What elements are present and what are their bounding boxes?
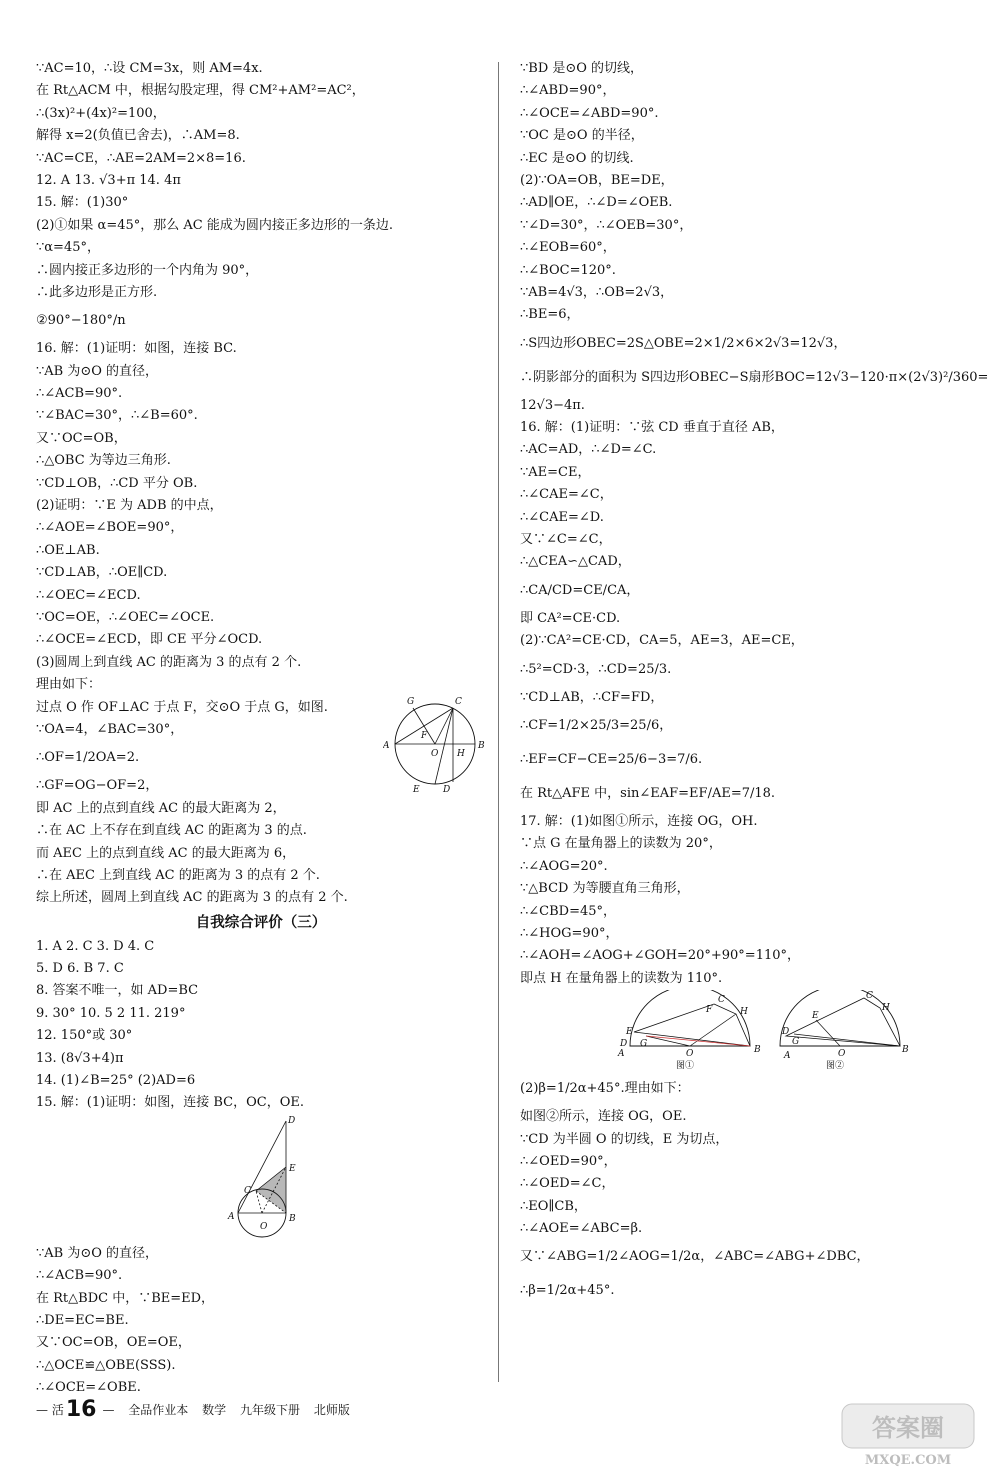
text-line: 又∵OC=OB，OE=OE， <box>36 1335 191 1351</box>
text-line: 又∵∠ABG=1/2∠AOG=1/2α，∠ABC=∠ABG+∠DBC， <box>520 1249 870 1265</box>
fig3-label: C <box>244 1185 251 1196</box>
text-line: 9. 30° 10. 5 2 11. 219° <box>36 1005 186 1021</box>
text-line: 17. 解：(1)如图①所示，连接 OG，OH. <box>520 813 758 829</box>
text-line: ∴∠AOG=20°. <box>520 858 608 874</box>
text-line: ∵CD⊥AB，∴OE∥CD. <box>36 565 168 581</box>
page-prefix: 活 <box>51 1403 64 1417</box>
fig2-label: H <box>457 749 465 759</box>
fig4-label: C <box>718 995 725 1006</box>
text-line: 12√3−4π. <box>520 397 585 413</box>
fig2-label: O <box>431 749 439 759</box>
text-line: ∴∠EOB=60°， <box>520 240 616 256</box>
watermark-logo <box>838 1400 978 1470</box>
fig2-label: B <box>478 741 485 751</box>
fig4-label: A <box>618 1049 625 1060</box>
text-line: ∴∠OED=90°， <box>520 1153 617 1169</box>
text-line: ∴BE=6， <box>520 307 580 323</box>
fig4-label: E <box>812 1011 819 1022</box>
text-line: 15. 解：(1)30° <box>36 195 129 211</box>
text-line: ∴∠CAE=∠D. <box>520 509 604 525</box>
text-line: ∴∠CBD=45°， <box>520 903 617 919</box>
text-line: ②90°−180°/n <box>36 313 126 329</box>
text-line: ∴S四边形OBEC=2S△OBE=2×1/2×6×2√3=12√3， <box>520 335 847 351</box>
text-line: ∵AB=4√3，∴OB=2√3， <box>520 284 674 300</box>
text-line: 综上所述，圆周上到直线 AC 的距离为 3 的点有 2 个. <box>36 890 348 906</box>
text-line: ∴∠BOC=120°. <box>520 262 616 278</box>
text-line: ∴∠AOH=∠AOG+∠GOH=20°+90°=110°， <box>520 948 801 964</box>
text-line: 5. D 6. B 7. C <box>36 961 124 977</box>
text-line: ∵CD⊥OB，∴CD 平分 OB. <box>36 475 198 491</box>
text-line: 1. A 2. C 3. D 4. C <box>36 938 155 954</box>
text-line: ∵AE=CE， <box>520 464 591 480</box>
text-line: 理由如下： <box>36 677 102 693</box>
fig2-label: D <box>443 785 451 794</box>
fig3-label: A <box>228 1211 235 1222</box>
fig2-label: G <box>407 697 415 707</box>
text-line: 在 Rt△BDC 中，∵BE=ED， <box>36 1290 215 1306</box>
fig4-label: D <box>782 1027 790 1038</box>
text-line: ∴∠OED=∠C， <box>520 1176 615 1192</box>
figure-protractor <box>520 990 975 1072</box>
text-line: 过点 O 作 OF⊥AC 于点 F，交⊙O 于点 G，如图. <box>36 699 328 715</box>
text-line: 16. 解：(1)证明：如图，连接 BC. <box>36 341 237 357</box>
text-line: 又∵OC=OB， <box>36 430 127 446</box>
section-heading: 自我综合评价（三） <box>195 914 327 931</box>
figure-circle-ac <box>383 694 493 794</box>
edition: 北师版 <box>313 1403 350 1417</box>
text-line: ∴OF=1/2OA=2. <box>36 750 140 766</box>
text-line: 即 CA²=CE·CD. <box>520 610 621 626</box>
grade: 九年级下册 <box>239 1403 300 1417</box>
text-line: ∴β=1/2α+45°. <box>520 1283 615 1299</box>
text-line: ∵OC 是⊙O 的半径， <box>520 128 644 144</box>
text-line: ∴∠OCE=∠ABD=90°. <box>520 105 659 121</box>
fig4-label: B <box>754 1045 761 1056</box>
fig2-label: C <box>455 697 462 707</box>
fig4-label: 图② <box>826 1061 845 1072</box>
text-line: ∴EF=CF−CE=25/6−3=7/6. <box>520 751 703 767</box>
text-line: ∵AB 为⊙O 的直径， <box>36 363 159 379</box>
text-line: ∴此多边形是正方形. <box>36 284 158 300</box>
text-line: ∴在 AEC 上到直线 AC 的距离为 3 的点有 2 个. <box>36 867 320 883</box>
column-divider <box>498 62 499 1382</box>
text-line: ∴5²=CD·3，∴CD=25/3. <box>520 661 672 677</box>
fig4-label: D <box>620 1039 628 1050</box>
text-line: ∵CD 为半圆 O 的切线，E 为切点， <box>520 1131 729 1147</box>
text-line: ∴∠OEC=∠ECD. <box>36 587 141 603</box>
text-line: 在 Rt△ACM 中，根据勾股定理，得 CM²+AM²=AC²， <box>36 83 365 99</box>
watermark-text: 答案圈 <box>872 1413 944 1442</box>
text-line: (2)①如果 α=45°，那么 AC 能成为圆内接正多边形的一条边. <box>36 217 393 233</box>
fig4-label: C <box>866 991 873 1002</box>
text-line: ∴∠AOE=∠BOE=90°， <box>36 520 184 536</box>
book-name: 全品作业本 <box>128 1403 189 1417</box>
text-line: ∴(3x)²+(4x)²=100， <box>36 105 166 121</box>
text-line: ∵BD 是⊙O 的切线， <box>520 61 644 76</box>
text-line: 即 AC 上的点到直线 AC 的最大距离为 2， <box>36 800 286 816</box>
text-line: 15. 解：(1)证明：如图，连接 BC，OC，OE. <box>36 1095 304 1111</box>
text-line: ∴△OBC 为等边三角形. <box>36 453 171 469</box>
figure-tangent-circle <box>36 1115 486 1243</box>
text-line: (2)β=1/2α+45°.理由如下： <box>520 1081 690 1097</box>
text-line: ∵OA=4，∠BAC=30°， <box>36 721 184 737</box>
text-line: (3)圆周上到直线 AC 的距离为 3 的点有 2 个. <box>36 654 302 670</box>
fig4-label: O <box>838 1049 846 1060</box>
text-line: (2)∵CA²=CE·CD，CA=5，AE=3，AE=CE， <box>520 633 804 649</box>
fig3-label: E <box>289 1163 296 1174</box>
text-line: 在 Rt△AFE 中，sin∠EAF=EF/AE=7/18. <box>520 785 776 801</box>
text-line: ∴△OCE≌△OBE(SSS). <box>36 1357 176 1373</box>
text-line: ∴DE=EC=BE. <box>36 1312 129 1328</box>
text-line: 又∵∠C=∠C， <box>520 532 612 548</box>
fig4-label: H <box>740 1007 748 1018</box>
text-line: ∴OE⊥AB. <box>36 542 100 558</box>
text-line: 8. 答案不唯一，如 AD=BC <box>36 983 199 999</box>
text-line: ∵△BCD 为等腰直角三角形， <box>520 881 690 897</box>
text-line: 14. (1)∠B=25° (2)AD=6 <box>36 1073 196 1089</box>
fig2-label: F <box>421 731 428 741</box>
text-line: ∵AC=10，∴设 CM=3x，则 AM=4x. <box>36 61 263 76</box>
fig4-label: O <box>686 1049 694 1060</box>
fig3-label: D <box>288 1115 296 1126</box>
text-line: ∵∠BAC=30°，∴∠B=60°. <box>36 408 198 424</box>
text-line: ∵OC=OE，∴∠OEC=∠OCE. <box>36 609 215 625</box>
text-line: ∴∠ACB=90°. <box>36 1268 123 1284</box>
text-line: (2)证明：∵E 为 ADB 的中点， <box>36 498 223 514</box>
page-number: 16 <box>65 1397 97 1422</box>
text-line: 如图②所示，连接 OG，OE. <box>520 1109 687 1125</box>
fig4-label: A <box>784 1051 791 1062</box>
text-line: ∴阴影部分的面积为 S四边形OBEC−S扇形BOC=12√3−120·π×(2√3)²/360= <box>520 369 989 385</box>
text-line: ∴△CEA∽△CAD， <box>520 554 631 570</box>
fig2-label: E <box>413 785 420 794</box>
text-line: 12. A 13. √3+π 14. 4π <box>36 172 181 188</box>
text-line: ∴AD∥OE，∴∠D=∠OEB. <box>520 195 673 211</box>
text-line: ∵CD⊥AB，∴CF=FD， <box>520 689 664 705</box>
subject: 数学 <box>202 1403 227 1417</box>
text-line: 16. 解：(1)证明：∵弦 CD 垂直于直径 AB， <box>520 420 784 436</box>
text-line: ∴∠ACB=90°. <box>36 386 123 402</box>
text-line: ∵∠D=30°，∴∠OEB=30°， <box>520 217 693 233</box>
text-line: ∵点 G 在量角器上的读数为 20°， <box>520 836 722 852</box>
text-line: ∴EO∥CB， <box>520 1198 587 1214</box>
text-line: ∴∠AOE=∠ABC=β. <box>520 1221 643 1237</box>
text-line: ∴CF=1/2×25/3=25/6， <box>520 717 673 733</box>
text-line: 12. 150°或 30° <box>36 1028 133 1044</box>
text-line: ∴∠HOG=90°， <box>520 925 619 941</box>
text-line: ∴AC=AD，∴∠D=∠C. <box>520 442 657 458</box>
fig4-label: G <box>640 1039 648 1050</box>
right-column <box>520 58 989 1308</box>
fig4-label: E <box>626 1027 633 1038</box>
text-line: ∴∠OCE=∠ECD，即 CE 平分∠OCD. <box>36 632 263 648</box>
text-line: ∴CA/CD=CE/CA， <box>520 582 640 598</box>
fig3-label: O <box>260 1221 268 1232</box>
text-line: 13. (8√3+4)π <box>36 1050 124 1066</box>
text-line: 解得 x=2(负值已舍去)，∴AM=8. <box>36 128 240 144</box>
fig4-label: 图① <box>676 1061 695 1072</box>
text-line: ∴圆内接正多边形的一个内角为 90°， <box>36 262 259 278</box>
text-line: ∵AB 为⊙O 的直径， <box>36 1245 159 1261</box>
text-line: ∵α=45°， <box>36 240 100 256</box>
page-footer: — 活16 — 全品作业本 数学 九年级下册 北师版 <box>36 1397 350 1422</box>
watermark-site: MXQE.COM <box>864 1453 952 1468</box>
text-line: ∴EC 是⊙O 的切线. <box>520 150 634 166</box>
fig4-label: B <box>902 1045 909 1056</box>
text-line: ∵AC=CE，∴AE=2AM=2×8=16. <box>36 150 246 166</box>
text-line: (2)∵OA=OB，BE=DE， <box>520 172 674 188</box>
text-line: ∴在 AC 上不存在到直线 AC 的距离为 3 的点. <box>36 823 307 839</box>
fig4-label: H <box>882 1003 890 1014</box>
text-line: 而 AEC 上的点到直线 AC 的最大距离为 6， <box>36 845 296 861</box>
text-line: ∴∠OCE=∠OBE. <box>36 1380 141 1396</box>
fig4-label: G <box>792 1037 800 1048</box>
text-line: 即点 H 在量角器上的读数为 110°. <box>520 970 723 986</box>
fig2-label: A <box>383 741 390 751</box>
text-line: ∴∠CAE=∠C， <box>520 487 613 503</box>
text-line: ∴∠ABD=90°， <box>520 83 616 99</box>
text-line: ∴GF=OG−OF=2， <box>36 778 159 794</box>
fig4-label: F <box>706 1005 713 1016</box>
fig3-label: B <box>289 1213 296 1224</box>
